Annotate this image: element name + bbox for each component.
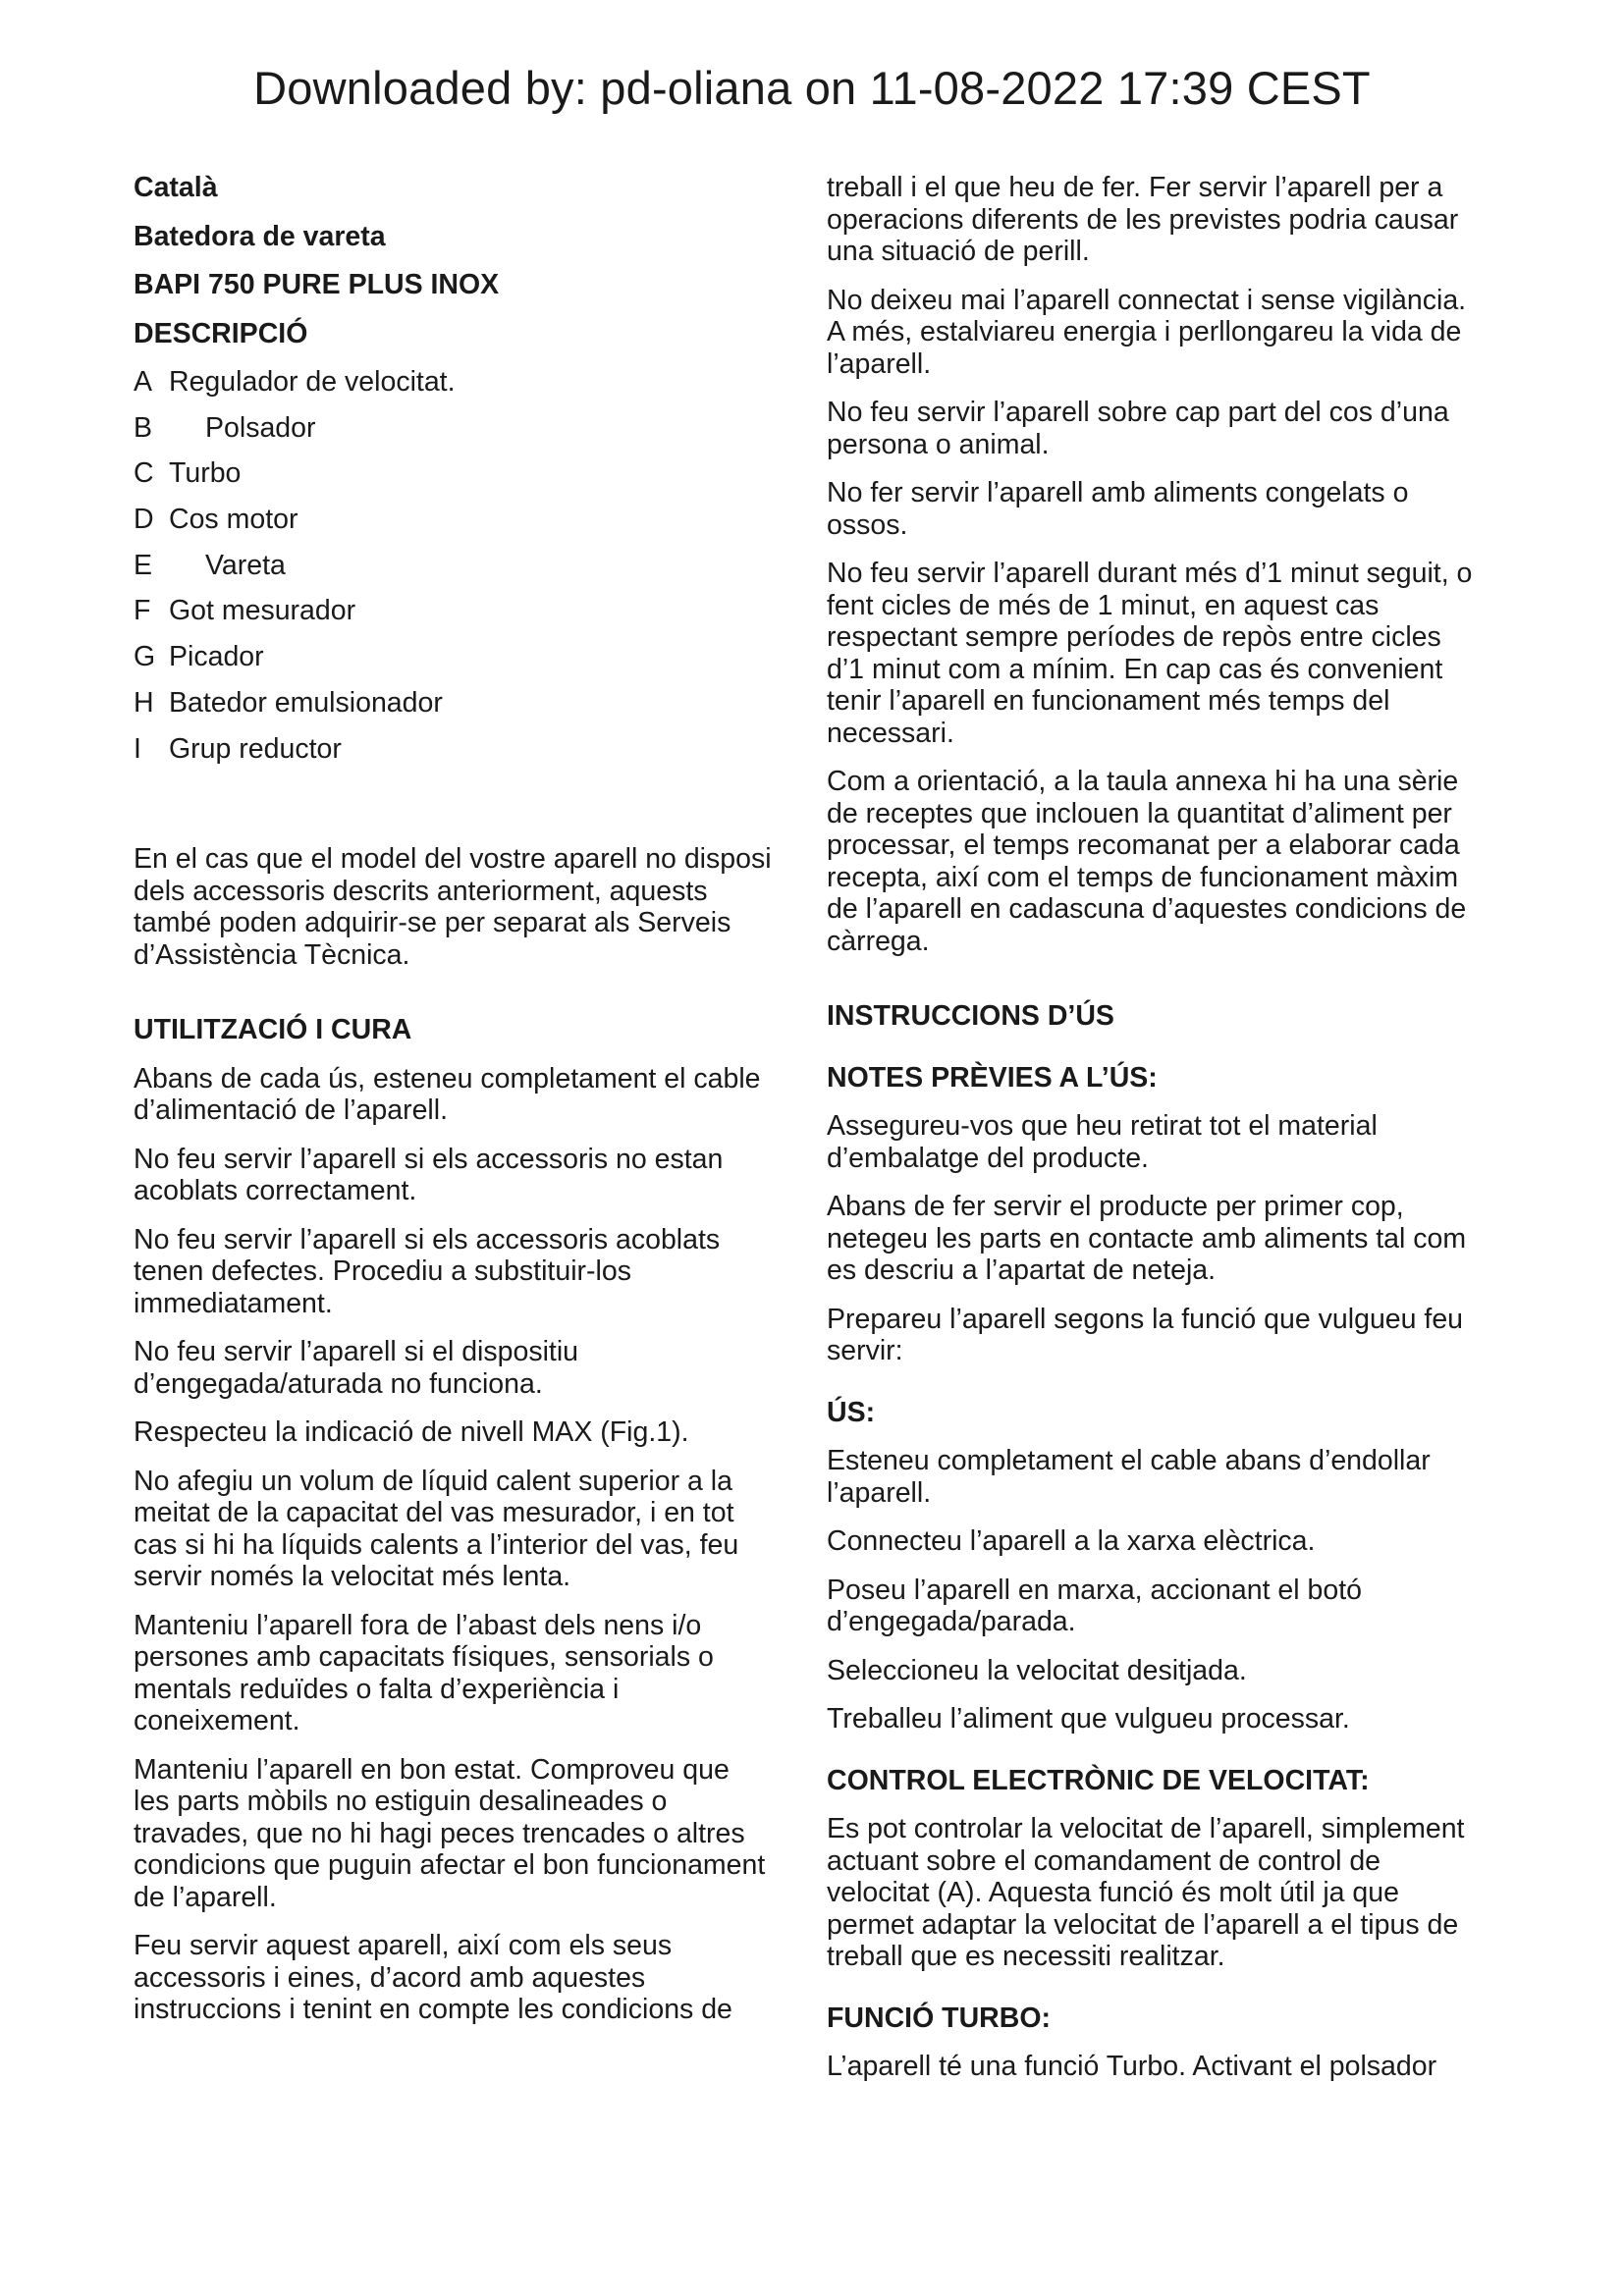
accessories-note: En el cas que el model del vostre aparell no disposi dels accessoris descrits anteriorment, aquests també poden adquirir-se per separat als Serveis d’Assistència Tècnica.	[134, 843, 772, 971]
prior-note: Prepareu l’aparell segons la funció que vulgueu feu servir:	[827, 1303, 1464, 1366]
speed-control-heading: CONTROL ELECTRÒNIC DE VELOCITAT:	[827, 1764, 1370, 1796]
continued-paragraph: No feu servir l’aparell sobre cap part del cos d’una persona o animal.	[827, 397, 1449, 460]
continued-paragraph: No feu servir l’aparell durant més d’1 minut seguit, o fent cicles de més de 1 minut, en aquest cas respectant sempre períodes de repòs entre cicles d’1 minut com a mínim. En cap cas és convenient tenir l’aparell en funcionament més temps del necessari.	[827, 558, 1473, 749]
product-name: Batedora de vareta	[134, 220, 386, 252]
part-name: Grup reductor	[169, 732, 342, 765]
part-letter: D	[134, 504, 154, 536]
part-name: Regulador de velocitat.	[169, 366, 456, 398]
part-name: Got mesurador	[169, 595, 356, 627]
left-column	[134, 172, 772, 2043]
instructions-heading: INSTRUCCIONS D’ÚS	[827, 1000, 1114, 1032]
continued-paragraph: Com a orientació, a la taula annexa hi ha una sèrie de receptes que inclouen la quantitat d’aliment per processar, el temps recomanat per a elaborar cada recepta, així com el temps de funcionament màxim de l’aparell en cadascuna d’aquestes condicions de càrrega.	[827, 766, 1467, 957]
part-item	[134, 595, 772, 627]
prior-note: Abans de fer servir el producte per primer cop, netegeu les parts en contacte amb aliments tal com es descriu a l’apartat de neteja.	[827, 1191, 1467, 1286]
use-care-paragraph: No feu servir l’aparell si els accessoris no estan acoblats correctament.	[134, 1143, 724, 1206]
continued-paragraph: No deixeu mai l’aparell connectat i sense vigilància. A més, estalviareu energia i perllongareu la vida de l’aparell.	[827, 284, 1467, 380]
model-name: BAPI 750 PURE PLUS INOX	[134, 269, 500, 300]
right-column	[827, 172, 1483, 2100]
use-care-paragraph: Manteniu l’aparell fora de l’abast dels nens i/o persones amb capacitats físiques, sensorials o mentals reduïdes o falta d’experiència i coneixement.	[134, 1609, 714, 1736]
part-letter: I	[134, 732, 141, 765]
part-letter: G	[134, 641, 156, 673]
use-care-paragraph: Manteniu l’aparell en bon estat. Comproveu que les parts mòbils no estiguin desalineades o travades, que no hi hagi peces trencades o altres condicions que puguin afectar el bon funcionament de l’aparell.	[134, 1753, 766, 1913]
part-item	[134, 504, 772, 536]
use-step: Seleccioneu la velocitat desitjada.	[827, 1654, 1247, 1686]
part-item	[134, 366, 772, 399]
use-heading: ÚS:	[827, 1396, 876, 1428]
part-letter: E	[134, 549, 153, 581]
part-item	[134, 457, 772, 490]
speed-control-text: Es pot controlar la velocitat de l’aparell, simplement actuant sobre el comandament de control de velocitat (A). Aquesta funció és molt útil ja que permet adaptar la velocitat de l’aparell a el tipus de treball que es necessiti realitzar.	[827, 1813, 1465, 1972]
language-label: Català	[134, 172, 218, 203]
description-heading: DESCRIPCIÓ	[134, 317, 308, 349]
use-care-paragraph: No afegiu un volum de líquid calent superior a la meitat de la capacitat del vas mesurador, i en tot cas si hi ha líquids calents a l’interior del vas, feu servir només la velocitat més lenta.	[134, 1465, 739, 1592]
use-care-paragraph: Abans de cada ús, esteneu completament el cable d’alimentació de l’aparell.	[134, 1062, 761, 1126]
part-name: Polsador	[205, 411, 316, 444]
turbo-text: L’aparell té una funció Turbo. Activant el polsador	[827, 2051, 1437, 2082]
parts-list	[134, 366, 772, 765]
part-item	[134, 412, 772, 445]
part-name: Cos motor	[169, 504, 298, 536]
use-care-paragraph: No feu servir l’aparell si el dispositiu d’engegada/aturada no funciona.	[134, 1336, 579, 1400]
part-letter: H	[134, 686, 154, 719]
use-care-paragraph: Respecteu la indicació de nivell MAX (Fig.1).	[134, 1416, 689, 1448]
part-name: Turbo	[169, 457, 242, 490]
prior-notes-heading: NOTES PRÈVIES A L’ÚS:	[827, 1061, 1158, 1094]
part-name: Vareta	[205, 549, 286, 581]
continued-paragraph: No fer servir l’aparell amb aliments congelats o ossos.	[827, 477, 1409, 541]
use-care-paragraph: No feu servir l’aparell si els accessoris acoblats tenen defectes. Procediu a substituir-los immediatament.	[134, 1223, 721, 1319]
part-letter: A	[134, 366, 153, 398]
part-item	[134, 550, 772, 582]
part-letter: F	[134, 595, 151, 627]
use-step: Poseu l’aparell en marxa, accionant el botó d’engegada/parada.	[827, 1574, 1362, 1637]
part-letter: C	[134, 457, 154, 490]
part-item	[134, 733, 772, 766]
turbo-heading: FUNCIÓ TURBO:	[827, 2002, 1051, 2034]
continued-paragraph: treball i el que heu de fer. Fer servir l’aparell per a operacions diferents de les previstes podria causar una situació de perill.	[827, 172, 1459, 267]
use-step: Esteneu completament el cable abans d’endollar l’aparell.	[827, 1445, 1431, 1509]
prior-note: Assegureu-vos que heu retirat tot el material d’embalatge del producte.	[827, 1110, 1378, 1174]
use-step: Connecteu l’aparell a la xarxa elèctrica.	[827, 1525, 1316, 1557]
download-notice: Downloaded by: pd-oliana on 11-08-2022 17:39 CEST	[253, 62, 1371, 114]
part-name: Batedor emulsionador	[169, 686, 443, 719]
use-care-paragraph: Feu servir aquest aparell, així com els seus accessoris i eines, d’acord amb aquestes instruccions i tenint en compte les condicions de	[134, 1930, 732, 2025]
part-name: Picador	[169, 641, 264, 673]
part-letter: B	[134, 411, 153, 444]
part-item	[134, 687, 772, 720]
part-item	[134, 641, 772, 673]
use-care-heading: UTILITZACIÓ I CURA	[134, 1014, 412, 1045]
use-step: Treballeu l’aliment que vulgueu processar.	[827, 1703, 1350, 1735]
